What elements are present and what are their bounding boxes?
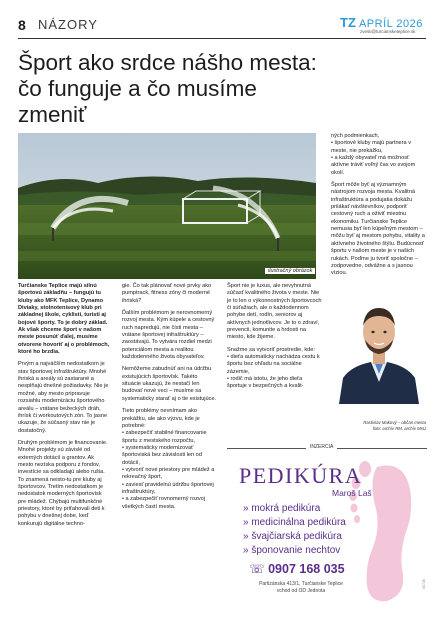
author-portrait	[331, 286, 427, 404]
article-paragraph: ných podmienkach,	[331, 133, 380, 139]
article-lead: Turčianske Teplice majú silnú športovú základňu – fungujú tu kluby ako MFK Teplice, Dynamo Diviaky, stolnotenisový klub pri základnej škole, cyklisti, turisti aj bojové športy. To je dobrý základ. Ak však chceme šport v našom meste posunúť ďalej, musíme otvorene hovoriť aj o problémoch, ktoré ho brzdia.	[18, 283, 110, 356]
ad-service-item: » medicinálna pedikúra	[243, 517, 346, 528]
article-bullet: • a každý obyvateľ má možnosť aktívne tráviť voľný čas vo svojom okolí.	[331, 155, 416, 176]
article-title-line-2: čo funguje a čo musíme zmeniť	[18, 76, 257, 127]
ad-address	[241, 581, 361, 594]
article-paragraph: Snažme sa vytvoriť prostredie, kde:	[227, 346, 315, 353]
article-paragraph: Šport môže byť aj významným nástrojom rozvoja mesta. Kvalitná infraštruktúra a podujatia dokážu prilákať návštevníkov, podporiť cestovný ruch a oživiť miestnu ekonomiku. Turčianske Teplice nemusia byť len kúpeľným mestom – môžu byť aj mestom pohybu, vitality a aktívneho životného štýlu. Budúcnosť športu v našom meste je v našich rukách. Poďme ju tvoriť spoločne – zodpovedne, odvážne a s jasnou víziou.	[331, 182, 425, 277]
article-paragraph: Ďalším problémom je nerovnomerný rozvoj mesta. Kým kúpele a cestovný ruch napredujú, nie čísti mesta – vrátane športovej infraštruktúry – zaostávajú. To vytvára rozdiel medzi potenciálom mesta a realitou každodenného života obyvateľov.	[122, 310, 215, 361]
article-bullet: • zaviesť pravidelnú údržbu športovej infraštruktúry,	[122, 481, 214, 495]
pedicure-advertisement[interactable]	[227, 455, 427, 604]
article-photo	[18, 133, 316, 279]
header-divider	[18, 38, 426, 39]
article-bullet: • systematicky modernizovať športoviská bez závislosti len od dotácií,	[122, 444, 202, 466]
portrait-caption-credit: foto: archív RM, archív MsÚ	[372, 426, 426, 431]
stadium-sprinkler-image	[18, 133, 316, 279]
article-bullet: • zabezpečiť stabilné financovanie športu z mestského rozpočtu,	[122, 430, 207, 444]
article-bullet: • rodič má istotu, že jeho dieťa športuje v bezpečných a kvalit-	[227, 376, 304, 390]
article-column-1	[18, 283, 110, 533]
article-paragraph: Prvým a najväčším nedostatkom je stav športovej infraštruktúry. Mnohé ihriská a areály sú zastarané a nesplňajú dnešné požiadavky. Nie je možné, aby mesto pripravuje rozsiahlu modernizáciu športového areálu – vrátane bežeckých dráh, ihrísk či workoutových zón. To jasne ukazuje, že súčasný stav nie je dostatočný.	[18, 361, 109, 434]
inzercia-label: INZERCIA	[306, 444, 337, 450]
ad-service-item: » švajčiarská pedikúra	[243, 531, 342, 542]
ad-services-list	[243, 502, 346, 558]
ad-service-item: » šponovanie nechtov	[243, 545, 341, 556]
article-paragraph: Šport nie je luxus, ale nevyhnutná súčasť kvalitného života v meste. Nie je to len o výkonnostných športovcoch či súťažiach, ale o každodennom pohybe detí, rodín, seniorov aj aktívnych jednotlivcov. Je to o zdraví, prevencii, komunite a hrdosti na miesto, kde žijeme.	[227, 283, 322, 341]
article-title	[18, 50, 318, 128]
portrait-caption-name: Rastislav Makový – občan mesta	[363, 420, 426, 425]
article-bullet: • a zabezpečiť rovnomerný rozvoj všetkých častí mesta.	[122, 496, 206, 510]
page-number: 8	[18, 17, 26, 33]
article-paragraph: Druhým problémom je financovanie. Mnohé projekty sú závislé od externých dotácií a grantov. Ak mesto nezíska podporu z fondov, investície sa odkladajú alebo rušia. To znamená neisto-tu pre kluby aj športovcov. Tretím nedostatkom je nedostatok moderných športovísk pre mládež. Chýbajú multifunkčné priestory, ktoré by priťahovali deti k pohybu v dnešnej dobe, keď konkurujú digitálne techno-	[18, 439, 108, 527]
article-bullet: • vytvoriť nové priestory pre mládež a rekreačný šport,	[122, 466, 215, 481]
article-paragraph: Nemôžeme zabudnúť ani na údržbu existujúcich športovísk. Takéto situácie ukazujú, že nestačí len budovať nové veci – musíme sa systematicky starať aj o tie existujúce.	[122, 366, 217, 402]
author-portrait-image	[331, 286, 427, 404]
masthead-logo: TZ	[340, 15, 356, 30]
ad-owner-name: Maroš Laš	[332, 488, 372, 498]
portrait-caption	[346, 420, 426, 432]
article-title-line-1: Šport ako srdce nášho mesta:	[18, 50, 317, 75]
ad-title: PEDIKÚRA	[239, 463, 363, 488]
article-paragraph: Tieto problémy nevnímam ako prekážku, ale ako výzvu, kde je potrebné:	[122, 408, 200, 429]
section-title: NÁZORY	[38, 17, 98, 32]
masthead-date: APRÍL 2026	[358, 18, 423, 30]
ad-code: 00726	[421, 579, 426, 589]
ad-address-entrance: vchod od OD Jednota	[276, 587, 326, 594]
photo-caption: ilustračný obrázok	[265, 268, 315, 274]
article-paragraph: gie. Čo tak plánovať nové prvky ako pumptrack, fitness zóny či moderné ihriská?	[122, 283, 212, 304]
ad-address-street: Partizánska 413/1, Turčianske Teplice	[259, 581, 343, 587]
article-bullet: • dieťa automaticky nachádza cestu k športu bez ohľadu na sociálne zázemie,	[227, 354, 320, 375]
contact-email[interactable]: zvesti@turciansketeplice.sk	[360, 29, 416, 34]
ad-service-item: » mokrá pedikúra	[243, 503, 321, 514]
article-column-4	[331, 133, 427, 283]
masthead	[340, 15, 423, 30]
ad-phone-number[interactable]: ☏ 0907 168 035	[249, 562, 345, 576]
article-column-2	[122, 283, 217, 511]
article-bullet: • športové kluby majú partnera v meste, nie prekážku,	[331, 140, 411, 154]
article-column-3	[227, 283, 323, 391]
